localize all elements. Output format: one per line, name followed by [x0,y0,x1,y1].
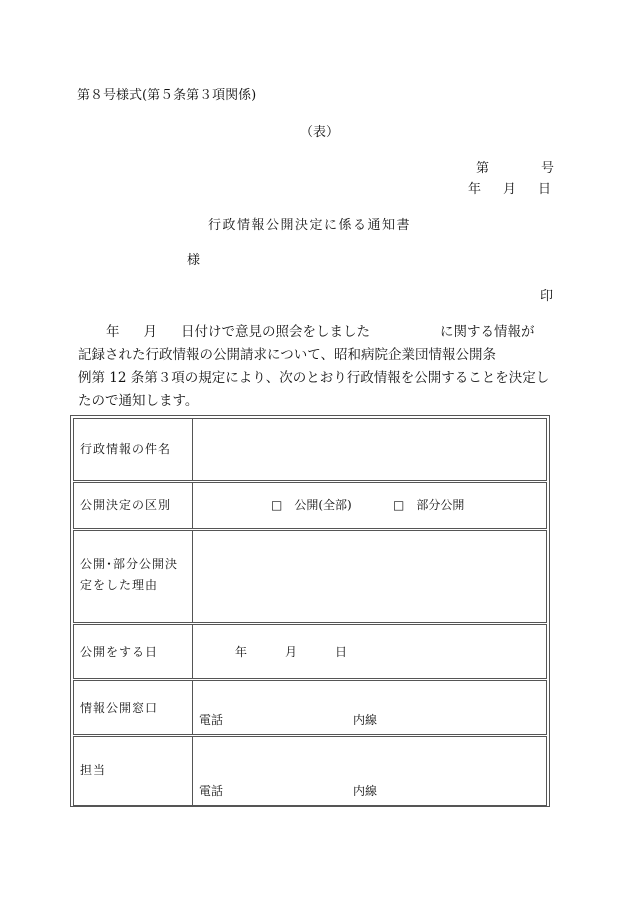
date-year: 年 [468,182,482,197]
notice-body [78,321,558,413]
reason-value [193,531,546,622]
disclosure-day: 日 [335,645,348,659]
body-text-b: に関する情報が [440,324,535,340]
table-row-person-in-charge [73,736,547,806]
body-line-1 [78,321,558,344]
window-tel-label: 電話 [199,713,224,727]
body-line-4: たので通知します。 [78,393,199,409]
person-in-charge-label: 担当 [80,763,107,777]
subject-label: 行政情報の件名 [80,442,172,456]
reason-label-2: 定をした理由 [80,578,159,592]
partial-disclosure-checkbox[interactable]: □ 部分公開 [393,498,465,512]
number-prefix: 第 [476,161,490,176]
disclosure-month: 月 [285,645,298,659]
seal-mark: 印 [540,289,554,304]
number-suffix: 号 [541,161,555,176]
document-number [476,157,554,176]
decision-type-label: 公開決定の区別 [80,498,172,512]
table-row-subject [73,418,547,481]
body-line-3: 例第 12 条第３項の規定により、次のとおり行政情報を公開することを決定し [78,370,550,386]
date-day: 日 [538,182,552,197]
full-disclosure-checkbox[interactable]: □ 公開(全部) [271,498,352,512]
subject-value [193,419,546,480]
body-line-2: 記録された行政情報の公開請求について、昭和病院企業団情報公開条 [78,347,496,363]
body-year: 年 [106,324,120,340]
date-month: 月 [503,182,517,197]
disclosure-date-label: 公開をする日 [80,645,159,659]
document-date [468,178,551,197]
charge-ext-label: 内線 [353,784,378,798]
reason-label-1: 公開･部分公開決 [80,557,179,571]
document-title: 行政情報公開決定に係る通知書 [208,218,412,233]
table-row-reason [73,530,547,623]
form-number: 第８号様式(第５条第３項関係) [77,88,257,103]
window-ext-label: 内線 [353,713,378,727]
addressee-suffix: 様 [187,253,201,268]
table-row-contact-window [73,680,547,735]
table-row-disclosure-date [73,624,547,679]
front-side-label: （表） [300,125,340,140]
contact-window-label: 情報公開窓口 [80,701,159,715]
decision-table [70,415,550,807]
table-row-decision-type [73,482,547,529]
charge-tel-label: 電話 [199,784,224,798]
disclosure-year: 年 [235,645,248,659]
body-text-a: 日付けで意見の照会をしました [181,324,370,340]
body-month: 月 [143,324,157,340]
